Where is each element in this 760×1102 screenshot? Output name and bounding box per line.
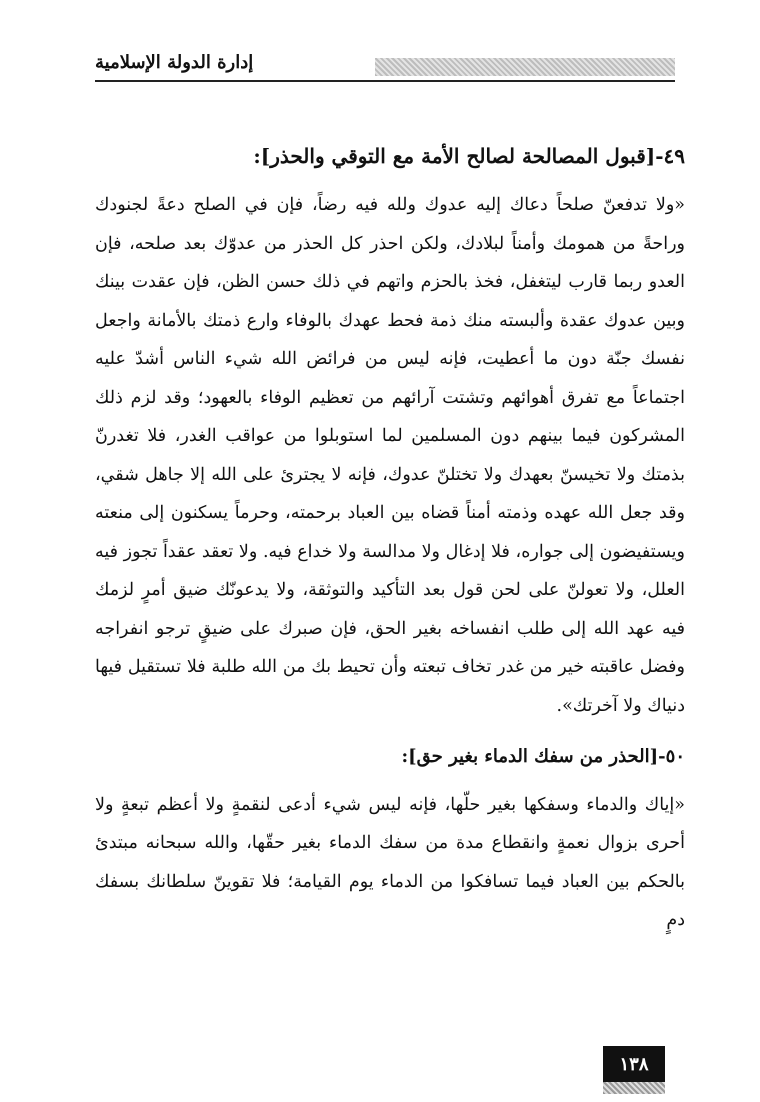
running-title: إدارة الدولة الإسلامية bbox=[95, 52, 254, 73]
header-rule bbox=[95, 80, 675, 82]
page-number: ١٣٨ bbox=[603, 1046, 665, 1082]
page-body bbox=[95, 140, 685, 940]
section-heading-50: ٥٠-[الحذر من سفك الدماء بغير حق]: bbox=[401, 746, 685, 767]
running-header bbox=[95, 50, 675, 82]
header-shaded-band bbox=[375, 58, 675, 76]
page-number-shade bbox=[603, 1082, 665, 1094]
paragraph-50: «إياك والدماء وسفكها بغير حلّها، فإنه ليس شيء أدعى لنقمةٍ ولا أعظم تبعةٍ ولا أحرى بزوال نعمةٍ وانقطاع مدة من سفك الدماء بغير حقّها، والله سبحانه مبتدئ بالحكم بين العباد فيما تسافكوا من الدماء يوم القيامة؛ فلا تقوينّ سلطانك بسفك دمٍ bbox=[95, 794, 685, 931]
section-heading-49: ٤٩-[قبول المصالحة لصالح الأمة مع التوقي والحذر]: bbox=[253, 144, 685, 168]
paragraph-49: «ولا تدفعنّ صلحاً دعاك إليه عدوك ولله فيه رضاً، فإن في الصلح دعةً لجنودك وراحةً من همومك وأمناً لبلادك، ولكن احذر كل الحذر من عدوّك بعد صلحه، فإن العدو ربما قارب ليتغفل، فخذ بالحزم واتهم في ذلك حسن الظن، فإن عقدت بينك وبين عدوك عقدة وألبسته منك ذمة فحط عهدك بالوفاء وارع ذمتك بالأمانة واجعل نفسك جنّة دون ما أعطيت، فإنه ليس من فرائض الله شيء الناس أشدّ عليه اجتماعاً مع تفرق أهوائهم وتشتت آرائهم من تعظيم الوفاء بالعهود؛ وقد لزم ذلك المشركون فيما بينهم دون المسلمين لما استوبلوا من عواقب الغدر، فلا تغدرنّ بذمتك ولا تخيسنّ بعهدك ولا تختلنّ عدوك، فإنه لا يجترئ على الله إلا جاهل شقي، وقد جعل الله عهده وذمته أمناً قضاه بين العباد برحمته، وحرماً يسكنون إلى منعته ويستفيضون إلى جواره، فلا إدغال ولا مدالسة ولا خداع فيه. ولا تعقد عقداً تجوز فيه العلل، ولا تعولنّ على لحن قول بعد التأكيد والتوثقة، ولا يدعونّك ضيق أمرٍ لزمك فيه عهد الله إلى طلب انفساخه بغير الحق، فإن صبرك على ضيقٍ ترجو انفراجه وفضل عاقبته خير من غدر تخاف تبعته وأن تحيط بك من الله طلبة فلا تستقيل فيها دنياك ولا آخرتك». bbox=[95, 195, 685, 716]
